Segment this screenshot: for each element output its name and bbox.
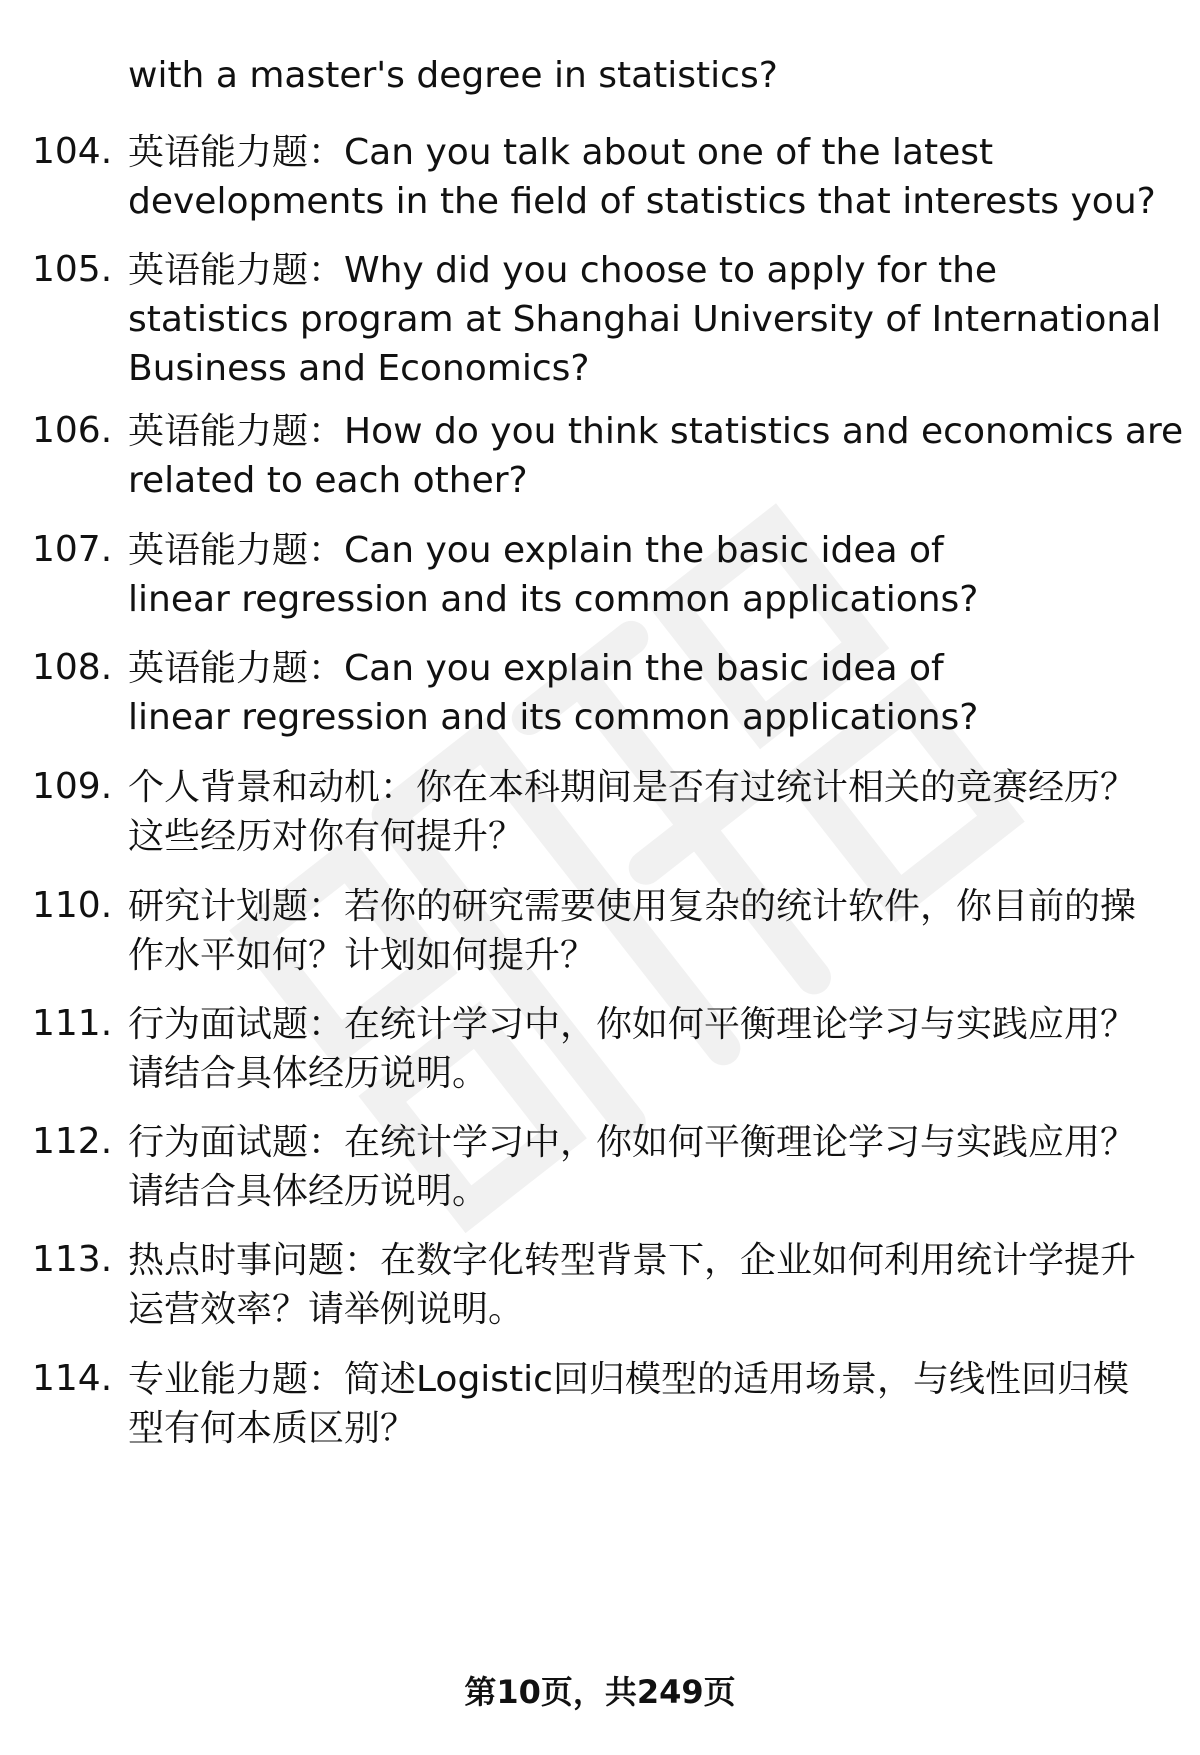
question-text: 英语能力题：Why did you choose to apply for the statistics program at Shanghai University of International Business and Economics? (128, 250, 1162, 389)
page-footer: 第10页，共249页 (464, 1673, 736, 1711)
question-text: 英语能力题：How do you think statistics and economics are related to each other? (128, 411, 1184, 501)
question-text: 行为面试题：在统计学习中，你如何平衡理论学习与实践应用？请结合具体经历说明。 (128, 1004, 1137, 1094)
question-text: 研究计划题：若你的研究需要使用复杂的统计软件，你目前的操作水平如何？计划如何提升？ (128, 886, 1137, 976)
question-text: 英语能力题：Can you talk about one of the latest developments in the field of statistics that interests you? (128, 132, 1156, 222)
question-text: 专业能力题：简述Logistic回归模型的适用场景，与线性回归模型有何本质区别？ (128, 1359, 1129, 1449)
question-number: 104. (32, 131, 113, 172)
question-number: 112. (32, 1121, 113, 1162)
question-number: 107. (32, 529, 113, 570)
question-text: 英语能力题：Can you explain the basic idea of linear regression and its common applications? (128, 648, 979, 738)
question-number: 111. (32, 1003, 113, 1044)
question-number: 109. (32, 766, 113, 807)
question-number: 113. (32, 1239, 113, 1280)
question-text: 行为面试题：在统计学习中，你如何平衡理论学习与实践应用？请结合具体经历说明。 (128, 1122, 1137, 1212)
question-text: 热点时事问题：在数字化转型背景下，企业如何利用统计学提升运营效率？请举例说明。 (128, 1240, 1137, 1330)
question-text: 英语能力题：Can you explain the basic idea of linear regression and its common applications? (128, 530, 979, 620)
question-number: 105. (32, 249, 113, 290)
question-number: 106. (32, 410, 113, 451)
question-text: 个人背景和动机：你在本科期间是否有过统计相关的竞赛经历？这些经历对你有何提升？ (128, 767, 1137, 857)
question-number: 110. (32, 885, 113, 926)
question-number: 114. (32, 1358, 113, 1399)
continued-question-line: with a master's degree in statistics? (128, 55, 778, 96)
question-number: 108. (32, 647, 113, 688)
